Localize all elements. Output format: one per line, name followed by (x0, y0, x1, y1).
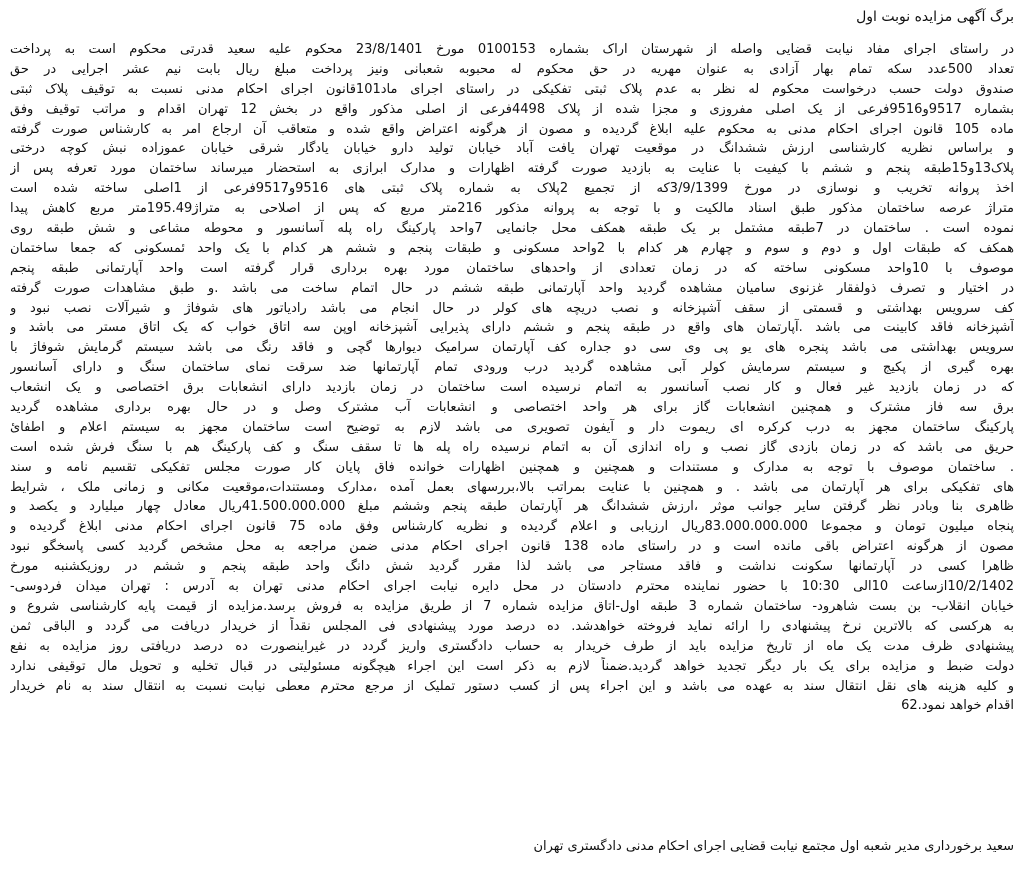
body-line: سرویس بهداشتی می باشد پنجره های یو پی وی سی دو جداره کف آپارتمان سرامیک دیوارها گچی و فاقد رنگ می باشد سیستم گرمایش شوفاژ با (10, 340, 1014, 356)
body-line: همکف که طبقات اول و دوم و سوم و چهارم هر کدام با 2واحد مسکونی و طبقات پنجم و ششم هر کدام با یک واحد ئمسکونی که جمعا ساختمان (10, 240, 1014, 256)
body-line: 10/2/1402ازساعت 10الی 10:30 با حضور نماینده محترم دادستان در محل دایره نیابت اجرای احکام مدنی تهران به آدرس : تهران میدان فردوسی- (10, 579, 1014, 595)
body-line: اقدام خواهد نمود.62 (901, 698, 1014, 714)
body-line: که در زمان بازدید غیر فعال و کار نصب آسانسور به اتمام نرسیده است ساختمان در زمان بازدید دارای انشعابات برق اختصاصی و یک انشعاب (10, 380, 1014, 396)
body-line: بهره گیری از پکیج و سیستم سرمایش کولر آبی مشاهده گردید درب ورودی تمام آپارتمانها ضد سرقت نمای ساختمان سنگ و دارای آسانسور (10, 360, 1014, 376)
body-line: متراژ عرصه ساختمان مذکور طبق اسناد مالکیت و با توجه به پروانه مذکور 216متر مربع که پس از اصلاحی به متراژ195.49متر مربع کاهش پیدا (10, 201, 1014, 217)
notice-body (10, 40, 1014, 716)
body-line: پنجاه میلیون تومان و مجموعا 83.000.000.000ریال ارزیابی و اعلام گردیده و نظریه کارشناس وفق ماده 75 قانون اجرای احکام مدنی ابلاغ گردیده و (10, 519, 1014, 535)
body-line: موصوف با 10واحد مسکونی ساخته که در زمان تعدادی از واحدهای ساختمان مورد بهره برداری قرار گرفته است واحد آپارتمانی طبقه پنجم (10, 260, 1014, 276)
body-line: . ساختمان موصوف با توجه به مدارک و مستندات و همچنین و همچنین اظهارات خوانده فاق پایان کار صورت مجلس تفکیکی تقسیم نامه و سند (10, 459, 1014, 475)
body-line: پارکینگ ساختمان مجهز به درب کرکره ای ریموت دار و آیفون تصویری می باشد لازم به توضیح است ساختمان مجهز به سیستم اعلام و اطفائ (10, 419, 1014, 435)
body-line: حریق می باشد که در زمان بازدی گاز نصب و راه اندازی آن به اتمام نرسیده راه پله ها تا سقف سنگ و کف پارکینگ هم با سنگ فرش شده است (10, 439, 1014, 455)
body-line: مصون از هرگونه اعتراض باقی مانده است و در راستای ماده 138 قانون اجرای احکام مدنی ضمن مراجعه به محل مشخص گردید کسی پاسخگو نبود (10, 539, 1014, 555)
body-line: آشپزخانه فاقد کابینت می باشد .آپارتمان های واقع در طبقه پنجم و ششم دارای پذیرایی آشپزخانه اوپن سه اتاق خواب که یک اتاق مستر می باشد و (10, 320, 1014, 336)
body-line: دولت ضبط و مزایده برای یک بار دیگر تجدید خواهد گردید.ضمناً لازم به ذکر است این اجراء هیچگونه مسئولیتی در قبال تخلیه و تحویل مال توقیفی ندارد (10, 658, 1014, 674)
body-line: اخذ پروانه تخریب و نوسازی در مورخ 3/9/1399که از تجمیع 2پلاک به شماره پلاک ثبتی های 9516و9517فرعی از 1اصلی ساخته شده است (10, 181, 1014, 197)
body-line: پلاک13و15طبقه پنجم و ششم با کیفیت با عنایت به بازدید صورت گرفته اظهارات و مدارک ابرازی به استحضار میرساند ساختمان مورد تعرفه پس از (10, 161, 1014, 177)
body-line: بشماره 9517و9516فرعی از یک اصلی مفروزی و مجزا شده از پلاک 4498فرعی از اصلی مذکور واقع در بخش 12 تهران اقدام و مراتب توقیف وفق (10, 101, 1014, 117)
body-line: ظاهرا کسی در آپارتمانها سکونت نداشت و فاقد مستاجر می باشد لذا مقرر گردید شش دانگ واحد طبقه پنجم و ششم در روزیکشنبه مورخ (10, 559, 1014, 575)
body-line: به هرکسی که بالاترین نرخ پیشنهادی را ارائه نماید فروخته خواهدشد. ده درصد مورد پیشنهادی فی المجلس نقداً از خریدار دریافت می گردد و الباقی ثمن (10, 618, 1014, 634)
body-line: پیشنهادی ظرف مدت یک ماه از تاریخ مزایده باید از طرف خریدار به حساب دادگستری واریز گردد در غیراینصورت ده درصد دریافتی روز مزایده به نفع (10, 638, 1014, 654)
notice-signature: سعید برخورداری مدیر شعبه اول مجتمع نیابت قضایی اجرای احکام مدنی دادگستری تهران (533, 839, 1014, 854)
body-line: ظاهری بنا وبادر نظر گرفتن سایر جوانب موثر ،ارزش ششدانگ هر آپارتمان طبقه پنجم وششم مبلغ 41.500.000.000ریال معادل چهار میلیارد و یکصد و (10, 499, 1014, 515)
body-line: ماده 105 قانون اجرای احکام مدنی به محکوم علیه ابلاغ گردیده و مصون از هرگونه اعتراض واقع شده و متعاقب آن ارجاع امر به کارشناس صورت گرفته (10, 121, 1014, 137)
body-line: در راستای اجرای مفاد نیابت قضایی واصله از شهرستان اراک بشماره 0100153 مورخ 23/8/1401 محکوم علیه سعید قدرتی محکوم است به پرداخت (10, 42, 1014, 57)
body-line: کف سرویس بهداشتی و قسمتی از سقف آشپزخانه و نصب دریچه های کولر در حال انجام می باشد رادیاتور های شوفاژ و شیرآلات نصب نبود و (10, 300, 1014, 316)
body-line: صندوق دولت حسب درخواست محکوم له نظر به عدم پلاک ثبتی تفکیکی در راستای اجرای ماد101قانون اجرای احکام مدنی نسبت به توقیف پلاک ثبتی (10, 81, 1014, 97)
body-line: و کلیه هزینه های نقل انتقال سند به عهده می باشد و این اجراء پس از کسب دستور تملیک از مرجع محترم معطی نیابت نسبت به انتقال سند به نام خریدار (10, 678, 1014, 694)
body-line: و براساس نظریه کارشناسی ارزش ششدانگ در موقعیت تهران یافت آباد خیابان تولید دارو خیابان یادگار شرقی خیابان عموزاده نبش کوچه درختی (10, 141, 1014, 157)
body-line: تعداد 500عدد سکه تمام بهار آزادی به عنوان مهریه در حق محکوم له محبوبه شعبانی ونیز پرداخت مبلغ ریال بابت نیم عشر اجرایی در حق (10, 61, 1014, 77)
body-line: در اختیار و تصرف ذولفقار غزنوی سامیان مشاهده گردید واحد آپارتمانی طبقه ششم در حال اتمام ساخت می باشد .و طبق مشاهدات صورت گرفته (10, 280, 1014, 296)
notice-title: برگ آگهی مزایده نوبت اول (856, 9, 1014, 25)
body-line: خیابان انقلاب- بن بست شاهرود- ساختمان شماره 3 طبقه اول-اتاق مزایده شماره 7 از طریق مزایده به فروش برسد.مزایده از قیمت پایه کارشناسی شروع و (10, 598, 1014, 614)
body-line: برق سه فاز مشترک و همچنین انشعابات گاز برای هر واحد اختصاصی و انشعابات آب مشترک وصل و در حال بهره برداری مشاهده گردید (10, 400, 1014, 416)
body-line: نموده است . ساختمان در 7طبقه مشتمل بر یک طبقه همکف محل جانمایی 7واحد پارکینگ راه پله آسانسور و محوطه مشاعی و شش طبقه روی (10, 221, 1014, 237)
body-line: های تفکیکی برای هر آپارتمان می باشد . و همچنین با عنایت بمراتب بالا،بررسهای بعمل آمده ،مدارک ومستندات،موقعیت مکانی و زمانی ملک ، شرایط (10, 479, 1014, 495)
